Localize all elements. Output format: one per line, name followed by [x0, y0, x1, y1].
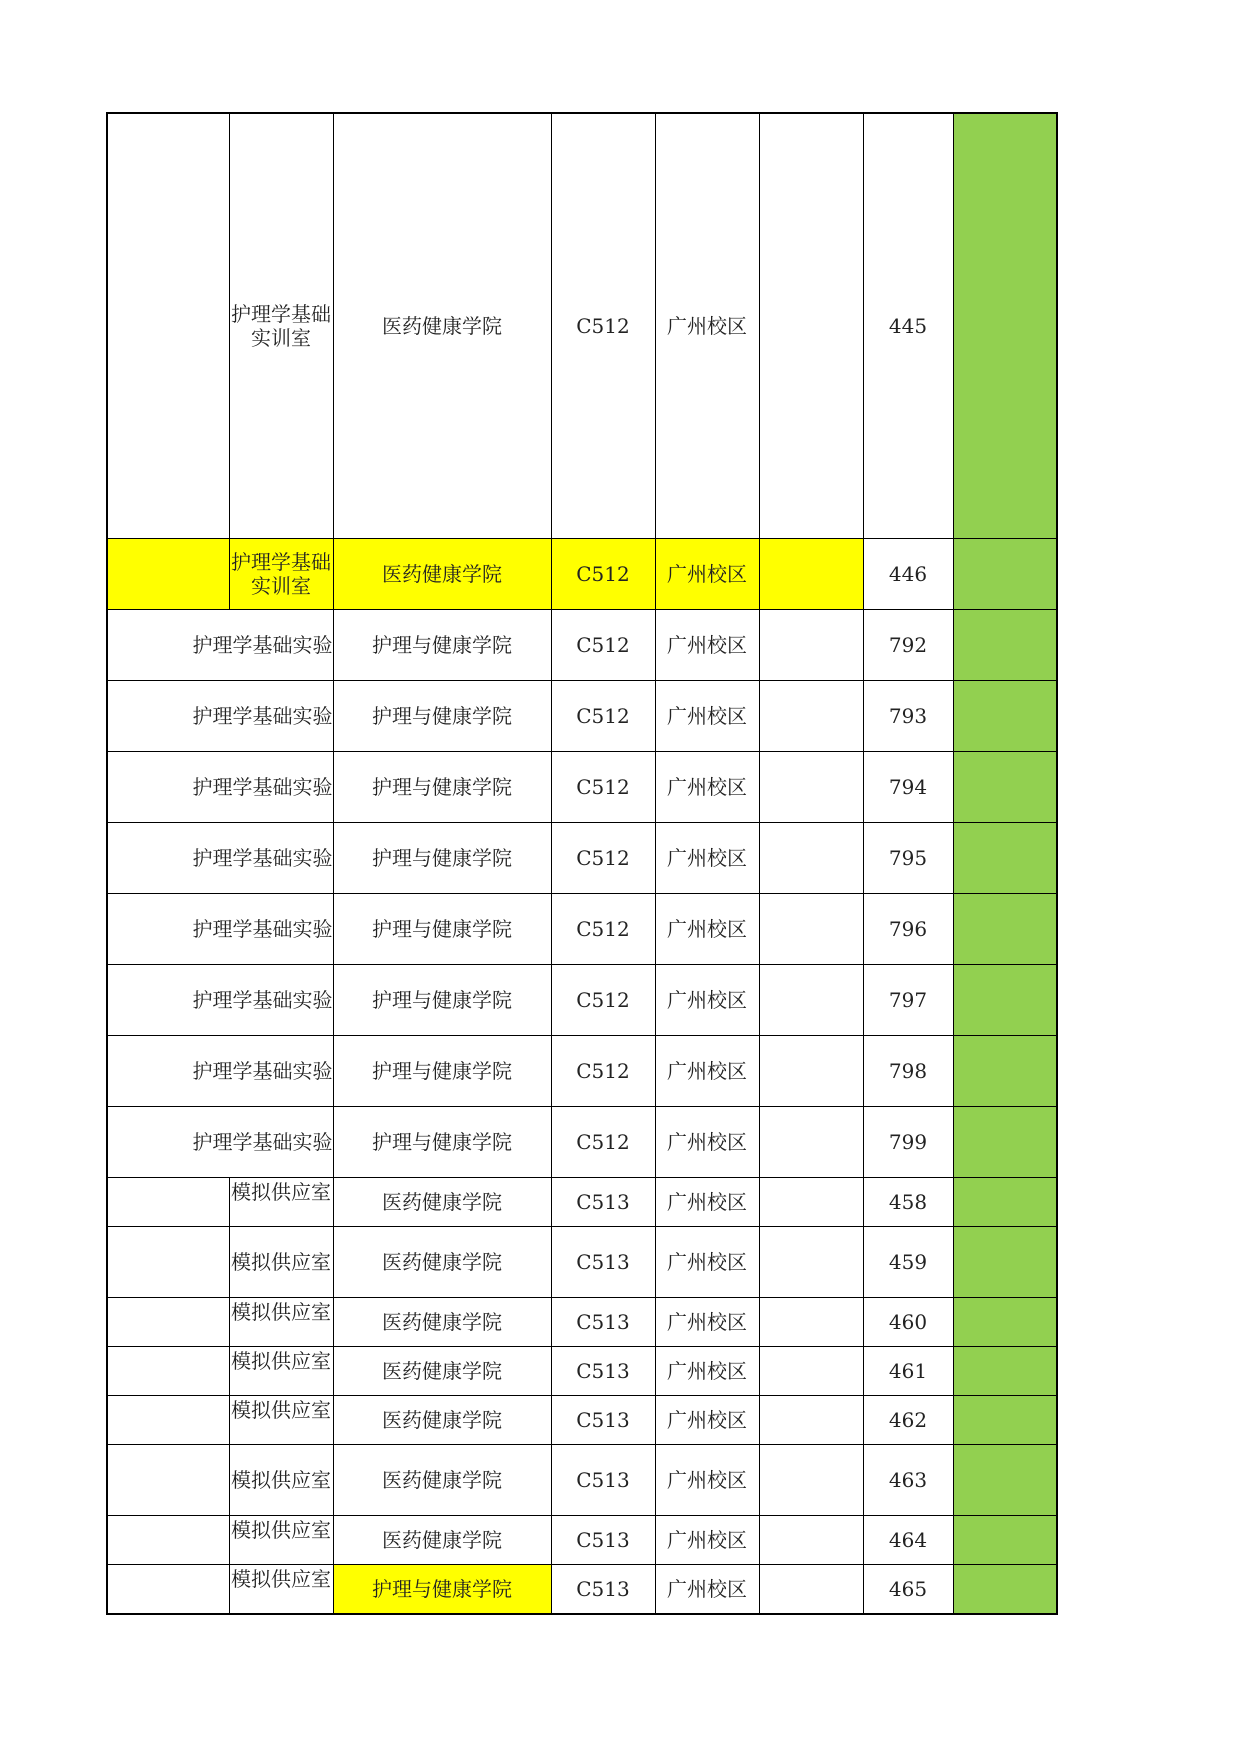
table-row: [107, 751, 1057, 822]
cell-college: 医药健康学院: [333, 1444, 551, 1515]
cell-campus: 广州校区: [655, 1515, 759, 1564]
cell-lab-name-text: 模拟供应室: [231, 1566, 331, 1591]
cell-lab-name: 护理学基础实验: [107, 1106, 333, 1177]
cell-lab-name: 护理学基础实训室: [229, 538, 333, 609]
table-row: [107, 1395, 1057, 1444]
cell-room: C512: [551, 1106, 655, 1177]
cell-empty: [759, 1515, 863, 1564]
cell-college: 医药健康学院: [333, 538, 551, 609]
cell-status-green: [953, 751, 1057, 822]
cell-campus: 广州校区: [655, 822, 759, 893]
cell-campus: 广州校区: [655, 609, 759, 680]
cell-status-green: [953, 822, 1057, 893]
cell-status-green: [953, 1564, 1057, 1614]
table-row: [107, 1106, 1057, 1177]
cell-college: 护理与健康学院: [333, 893, 551, 964]
cell-lab-name: [229, 1564, 333, 1614]
cell-college: 护理与健康学院: [333, 1564, 551, 1614]
cell-lab-name: 护理学基础实验: [107, 893, 333, 964]
table-row: [107, 680, 1057, 751]
cell-number: 792: [863, 609, 953, 680]
cell-status-green: [953, 1297, 1057, 1346]
cell-number: 458: [863, 1177, 953, 1226]
cell-status-green: [953, 1444, 1057, 1515]
cell-campus: 广州校区: [655, 1226, 759, 1297]
cell-college: 医药健康学院: [333, 1226, 551, 1297]
cell-status-green: [953, 1035, 1057, 1106]
table-row: [107, 1564, 1057, 1614]
cell-number: 462: [863, 1395, 953, 1444]
cell-lab-name: 护理学基础实验: [107, 751, 333, 822]
cell-lab-name: 模拟供应室: [229, 1444, 333, 1515]
cell-college: 护理与健康学院: [333, 609, 551, 680]
cell-blank: [107, 1297, 229, 1346]
cell-lab-name-text: 模拟供应室: [231, 1397, 331, 1422]
cell-college: 护理与健康学院: [333, 964, 551, 1035]
table-row: [107, 113, 1057, 538]
cell-number: 446: [863, 538, 953, 609]
cell-college: 医药健康学院: [333, 113, 551, 538]
cell-lab-name-text: 模拟供应室: [231, 1179, 331, 1204]
cell-status-green: [953, 113, 1057, 538]
cell-lab-name: 护理学基础实验: [107, 964, 333, 1035]
cell-number: 795: [863, 822, 953, 893]
cell-campus: 广州校区: [655, 893, 759, 964]
cell-number: 460: [863, 1297, 953, 1346]
cell-room: C512: [551, 751, 655, 822]
cell-empty: [759, 113, 863, 538]
table-row: [107, 1177, 1057, 1226]
cell-lab-name: 模拟供应室: [229, 1226, 333, 1297]
cell-campus: 广州校区: [655, 1564, 759, 1614]
cell-blank: [107, 1346, 229, 1395]
cell-room: C512: [551, 1035, 655, 1106]
cell-room: C512: [551, 822, 655, 893]
cell-number: 794: [863, 751, 953, 822]
cell-campus: 广州校区: [655, 1297, 759, 1346]
cell-campus: 广州校区: [655, 1395, 759, 1444]
cell-college: 护理与健康学院: [333, 680, 551, 751]
cell-status-green: [953, 538, 1057, 609]
cell-lab-name: [229, 1297, 333, 1346]
cell-status-green: [953, 1395, 1057, 1444]
cell-empty: [759, 1297, 863, 1346]
cell-room: C513: [551, 1444, 655, 1515]
cell-number: 793: [863, 680, 953, 751]
cell-college: 护理与健康学院: [333, 822, 551, 893]
cell-status-green: [953, 1177, 1057, 1226]
cell-blank: [107, 1226, 229, 1297]
cell-status-green: [953, 680, 1057, 751]
cell-number: 799: [863, 1106, 953, 1177]
cell-empty: [759, 822, 863, 893]
cell-lab-name: [229, 1177, 333, 1226]
table-row: [107, 822, 1057, 893]
cell-empty: [759, 1395, 863, 1444]
cell-number: 798: [863, 1035, 953, 1106]
cell-lab-name-text: 模拟供应室: [231, 1517, 331, 1542]
cell-empty: [759, 964, 863, 1035]
table-row: [107, 1346, 1057, 1395]
table-row: [107, 1035, 1057, 1106]
cell-campus: 广州校区: [655, 1444, 759, 1515]
cell-lab-name-text: 模拟供应室: [231, 1299, 331, 1324]
cell-lab-name: [229, 1346, 333, 1395]
cell-room: C512: [551, 113, 655, 538]
cell-campus: 广州校区: [655, 1177, 759, 1226]
cell-status-green: [953, 893, 1057, 964]
cell-room: C512: [551, 538, 655, 609]
cell-empty: [759, 751, 863, 822]
cell-campus: 广州校区: [655, 1106, 759, 1177]
cell-lab-name: 护理学基础实验: [107, 609, 333, 680]
cell-blank: [107, 1395, 229, 1444]
cell-number: 445: [863, 113, 953, 538]
cell-room: C513: [551, 1346, 655, 1395]
cell-room: C513: [551, 1226, 655, 1297]
cell-number: 459: [863, 1226, 953, 1297]
table-row: [107, 538, 1057, 609]
cell-blank: [107, 1515, 229, 1564]
cell-lab-name: [229, 1515, 333, 1564]
cell-number: 464: [863, 1515, 953, 1564]
table-row: [107, 1226, 1057, 1297]
cell-campus: 广州校区: [655, 113, 759, 538]
cell-room: C512: [551, 893, 655, 964]
cell-empty: [759, 893, 863, 964]
cell-blank: [107, 1444, 229, 1515]
cell-room: C513: [551, 1395, 655, 1444]
cell-lab-name-text: 模拟供应室: [231, 1348, 331, 1373]
cell-room: C513: [551, 1177, 655, 1226]
cell-room: C512: [551, 680, 655, 751]
cell-room: C513: [551, 1297, 655, 1346]
cell-status-green: [953, 1346, 1057, 1395]
cell-number: 461: [863, 1346, 953, 1395]
cell-number: 465: [863, 1564, 953, 1614]
cell-status-green: [953, 609, 1057, 680]
cell-number: 797: [863, 964, 953, 1035]
cell-college: 医药健康学院: [333, 1297, 551, 1346]
cell-blank: [107, 1177, 229, 1226]
table-row: [107, 1444, 1057, 1515]
cell-empty: [759, 538, 863, 609]
cell-college: 护理与健康学院: [333, 751, 551, 822]
cell-room: C512: [551, 964, 655, 1035]
cell-status-green: [953, 964, 1057, 1035]
cell-campus: 广州校区: [655, 964, 759, 1035]
cell-blank: [107, 113, 229, 538]
cell-campus: 广州校区: [655, 538, 759, 609]
cell-room: C512: [551, 609, 655, 680]
cell-campus: 广州校区: [655, 1346, 759, 1395]
cell-college: 护理与健康学院: [333, 1035, 551, 1106]
cell-empty: [759, 1564, 863, 1614]
cell-campus: 广州校区: [655, 680, 759, 751]
cell-blank: [107, 538, 229, 609]
cell-empty: [759, 1177, 863, 1226]
cell-campus: 广州校区: [655, 1035, 759, 1106]
cell-blank: [107, 1564, 229, 1614]
cell-empty: [759, 1444, 863, 1515]
table-row: [107, 1297, 1057, 1346]
cell-empty: [759, 609, 863, 680]
cell-empty: [759, 1106, 863, 1177]
cell-college: 医药健康学院: [333, 1177, 551, 1226]
cell-campus: 广州校区: [655, 751, 759, 822]
table-row: [107, 1515, 1057, 1564]
cell-number: 796: [863, 893, 953, 964]
cell-room: C513: [551, 1564, 655, 1614]
cell-college: 医药健康学院: [333, 1395, 551, 1444]
cell-status-green: [953, 1106, 1057, 1177]
spreadsheet-table: [106, 112, 1058, 1615]
cell-lab-name: [229, 1395, 333, 1444]
cell-lab-name: 护理学基础实验: [107, 680, 333, 751]
table-row: [107, 893, 1057, 964]
cell-status-green: [953, 1515, 1057, 1564]
cell-college: 医药健康学院: [333, 1346, 551, 1395]
cell-empty: [759, 680, 863, 751]
cell-room: C513: [551, 1515, 655, 1564]
cell-empty: [759, 1226, 863, 1297]
cell-lab-name: 护理学基础实训室: [229, 113, 333, 538]
cell-status-green: [953, 1226, 1057, 1297]
cell-number: 463: [863, 1444, 953, 1515]
cell-empty: [759, 1035, 863, 1106]
cell-lab-name: 护理学基础实验: [107, 1035, 333, 1106]
table-row: [107, 964, 1057, 1035]
cell-college: 护理与健康学院: [333, 1106, 551, 1177]
cell-empty: [759, 1346, 863, 1395]
table-row: [107, 609, 1057, 680]
cell-lab-name: 护理学基础实验: [107, 822, 333, 893]
cell-college: 医药健康学院: [333, 1515, 551, 1564]
